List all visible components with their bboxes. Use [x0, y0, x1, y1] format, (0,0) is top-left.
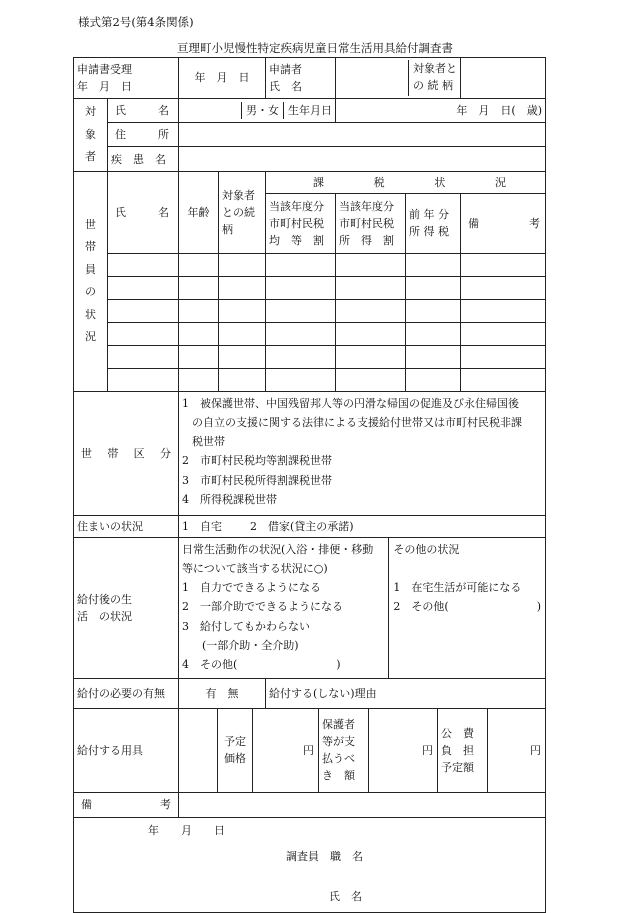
remarks-header: 備 考 — [461, 193, 546, 253]
household-category-label: 世 帯 区 分 — [74, 391, 179, 515]
received-date-field[interactable]: 年 月 日 — [179, 58, 266, 99]
subject-address-field[interactable] — [179, 123, 546, 147]
per-capita-tax-header: 当該年度分 市町村民税 均 等 割 — [266, 193, 336, 253]
document-title: 亘理町小児慢性特定疾病児童日常生活用具給付調査書 — [177, 41, 453, 55]
received-date-label: 申請書受理 年 月 日 — [74, 58, 179, 99]
provision-need-options[interactable]: 有 無 — [179, 678, 266, 708]
applicant-name-label: 申請者 氏 名 — [266, 58, 336, 99]
table-row — [74, 253, 546, 276]
public-burden-field[interactable]: 円 — [530, 743, 541, 757]
remarks-field[interactable] — [179, 792, 546, 817]
birth-date-field[interactable]: 年 月 日( 歳) — [336, 99, 546, 123]
subject-group-label: 対 象 者 — [74, 99, 108, 172]
form-number-label: 様式第2号(第4条関係) — [78, 15, 194, 29]
member-name-header: 氏 名 — [108, 171, 179, 253]
household-category-options[interactable]: 1 被保護世帯、中国残留邦人等の円滑な帰国の促進及び永住帰国後 の自立の支援に関する法律による支援給付世帯又は市町村民税非課 税世帯 2 市町村民税均等割課税世帯 3 市町村民税所得割課税世帯 4 所得税課税世帯 — [179, 391, 546, 515]
sex-options[interactable]: 男・女 — [241, 102, 284, 119]
member-relation-header: 対象者 との続 柄 — [219, 171, 266, 253]
post-provision-life-label: 給付後の生 活 の状況 — [74, 537, 179, 678]
disease-name-label: 疾 患 名 — [108, 147, 179, 171]
guardian-payment-field[interactable]: 円 — [369, 709, 438, 792]
table-row — [74, 276, 546, 299]
housing-status-options[interactable]: 1 自宅 2 借家(貸主の承諾) — [179, 515, 546, 537]
disease-name-field[interactable] — [179, 147, 546, 171]
provision-items-detail — [179, 708, 546, 792]
investigator-name-label: 氏 名 — [329, 889, 362, 903]
table-row — [74, 368, 546, 391]
provision-reason-field[interactable]: 給付する(しない)理由 — [266, 678, 546, 708]
provision-items-label: 給付する用具 — [74, 708, 179, 792]
relation-label: 対象者と の 続 柄 — [408, 60, 457, 96]
investigator-title-label: 調査員 職 名 — [286, 849, 363, 863]
post-provision-life-options[interactable] — [179, 537, 546, 678]
guardian-payment-label: 保護者 等が支 払うべ き 額 — [319, 709, 369, 792]
subject-address-label: 住 所 — [108, 123, 179, 147]
survey-date[interactable]: 年 月 日 — [148, 823, 225, 837]
public-burden-label: 公 費 負 担 予定額 — [438, 709, 488, 792]
survey-form-table — [73, 57, 546, 913]
subject-name-label: 氏 名 — [108, 99, 179, 123]
other-status[interactable]: その他の状況 1 在宅生活が可能になる 2 その他( ) — [393, 542, 541, 614]
daily-activity-status[interactable]: 日常生活動作の状況(入浴・排便・移動 等について該当する状況に○) 1 自力でできるようになる 2 一部介助でできるようになる 3 給付してもかわらない (一部介助・全介助) 4 その他( ) — [179, 538, 389, 678]
planned-price-field[interactable]: 円 — [253, 709, 319, 792]
table-row — [74, 322, 546, 345]
applicant-name-field[interactable] — [336, 58, 461, 99]
planned-price-label: 予定 価格 — [218, 709, 253, 792]
table-row — [74, 299, 546, 322]
item-name-field[interactable] — [179, 709, 218, 792]
investigator-section — [74, 817, 546, 912]
relation-field[interactable] — [461, 58, 546, 99]
income-tax-header: 当該年度分 市町村民税 所 得 割 — [336, 193, 406, 253]
prev-year-income-tax-header: 前 年 分 所 得 税 — [406, 193, 461, 253]
tax-status-header: 課 税 状 況 — [266, 171, 546, 193]
remarks-label: 備 考 — [74, 792, 179, 817]
table-row — [74, 345, 546, 368]
subject-name-field[interactable] — [179, 99, 336, 123]
housing-status-label: 住まいの状況 — [74, 515, 179, 537]
birth-date-label: 生年月日 — [288, 104, 332, 118]
member-age-header: 年齢 — [179, 171, 219, 253]
provision-need-label: 給付の必要の有無 — [74, 678, 179, 708]
household-group-label: 世 帯 員 の 状 況 — [74, 171, 108, 391]
